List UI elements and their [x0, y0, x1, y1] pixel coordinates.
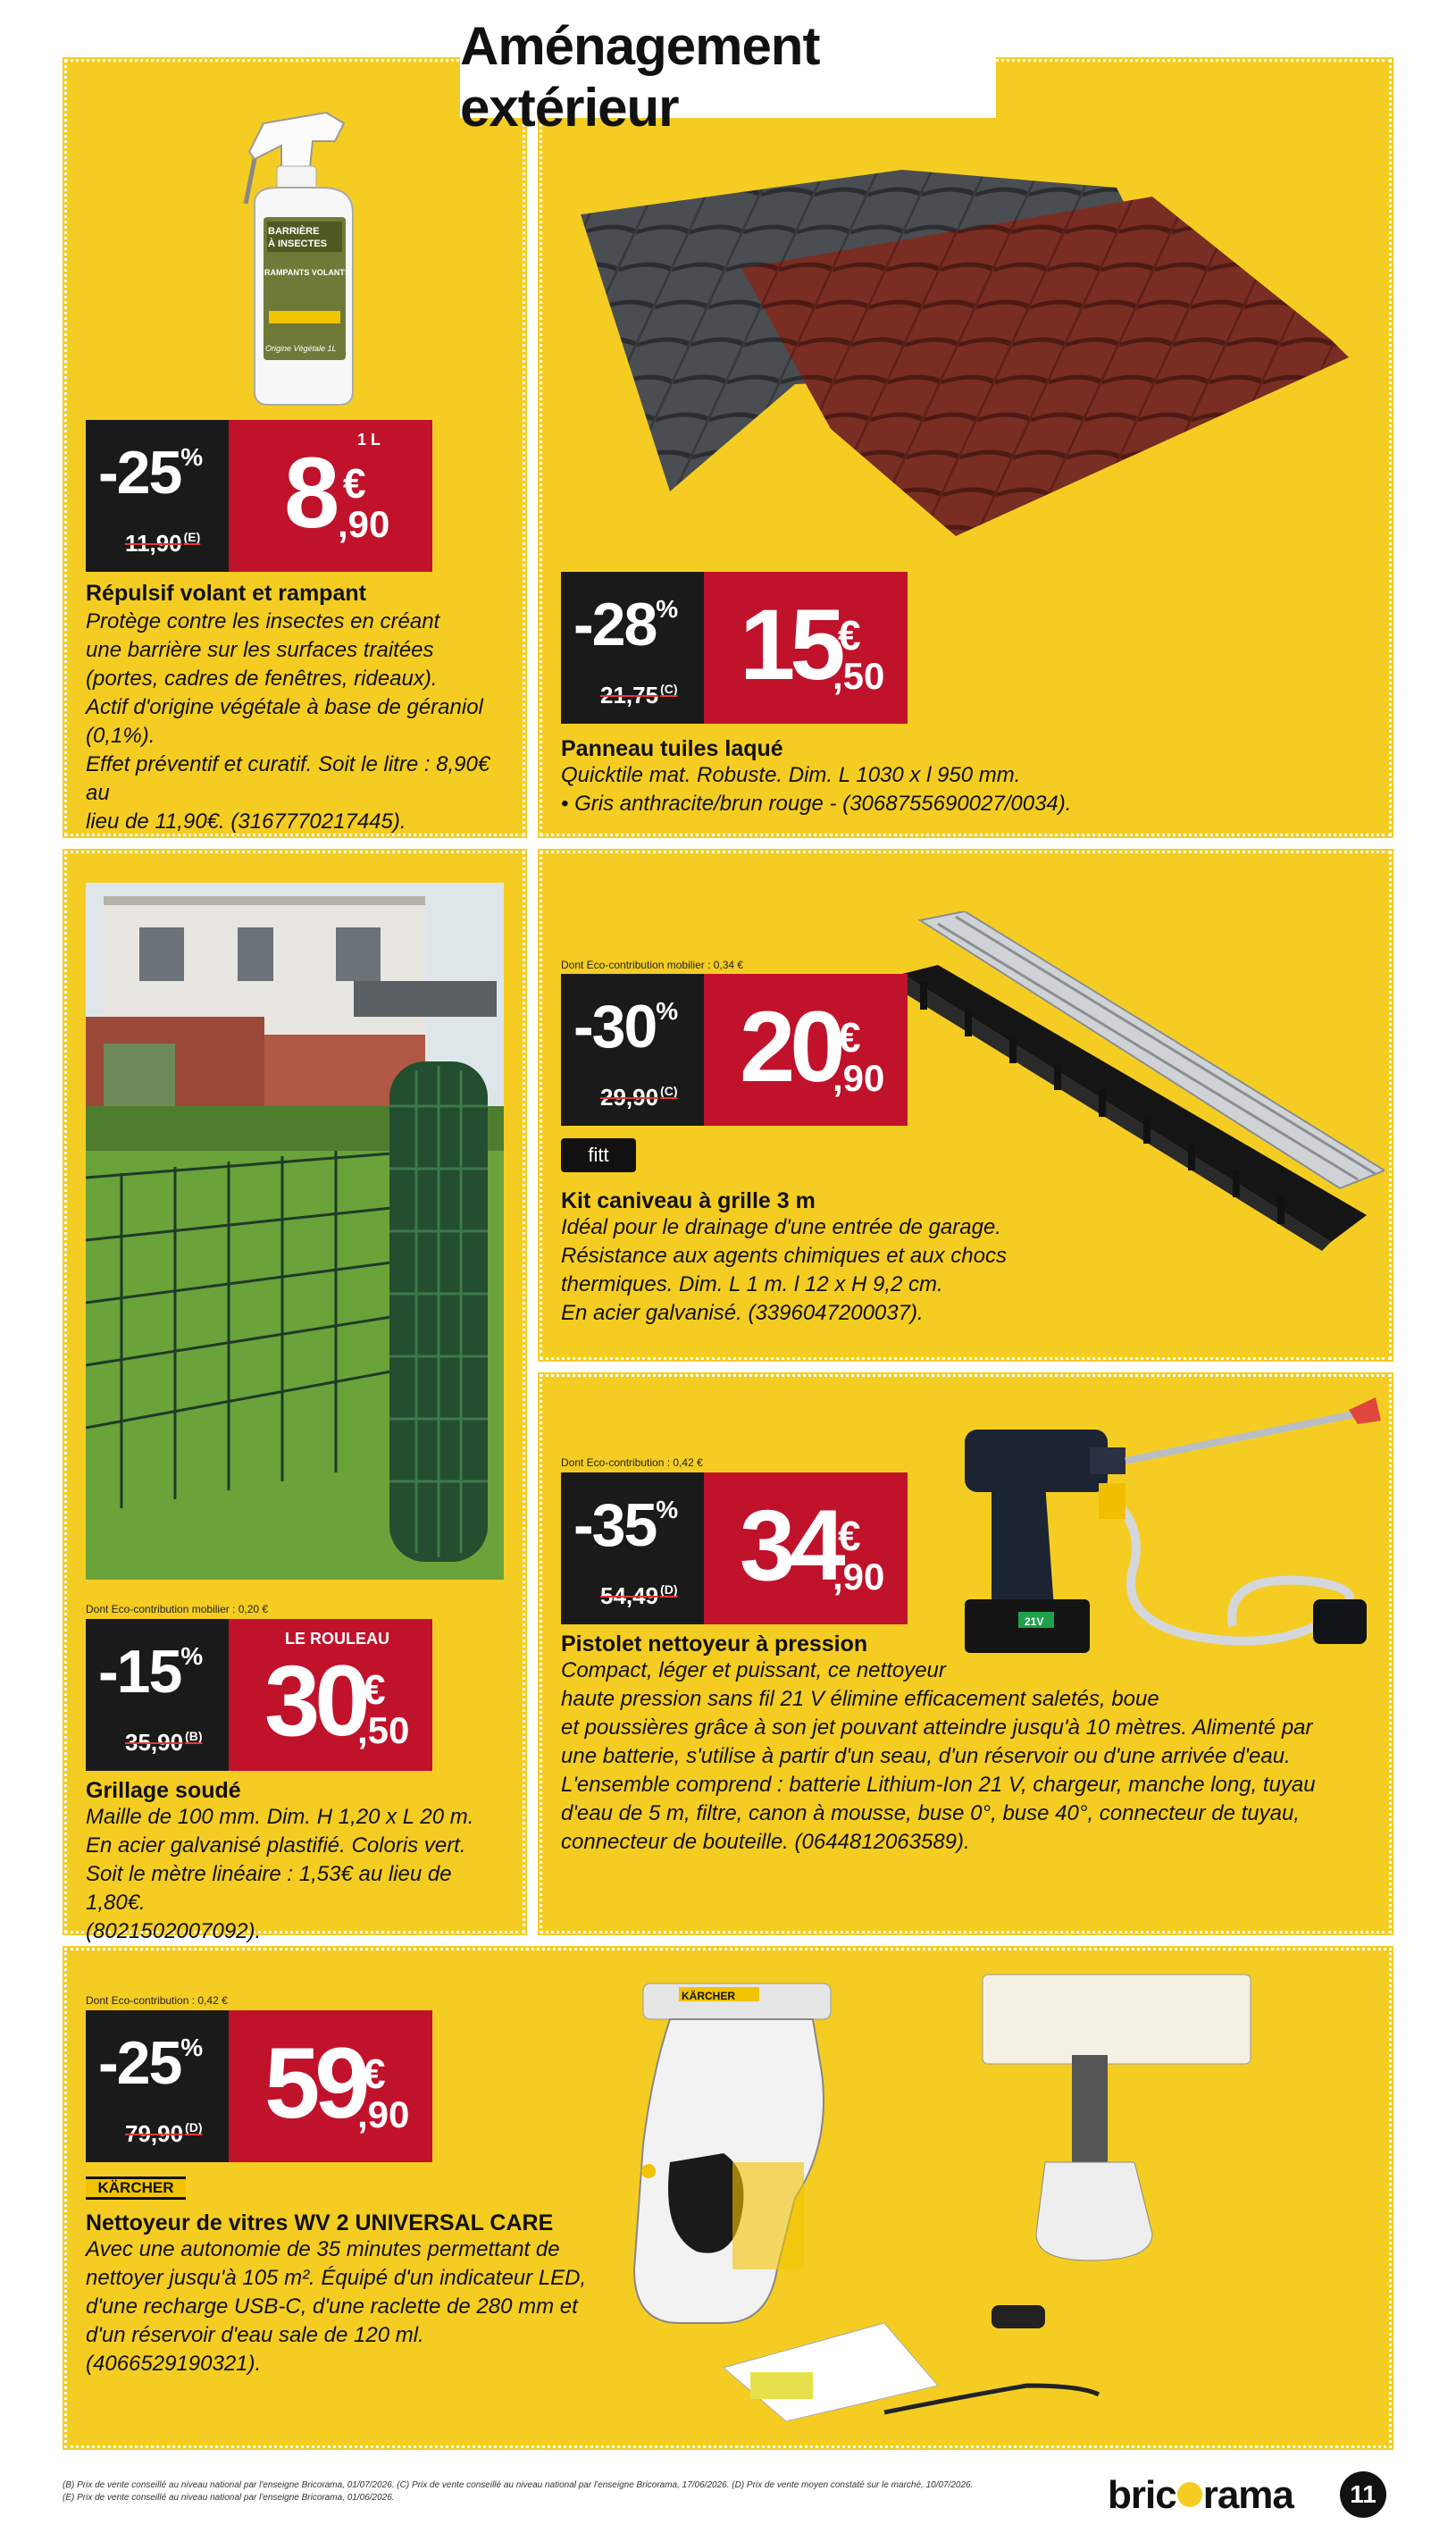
price-block: [229, 420, 432, 572]
karcher-brand-text: KÄRCHER: [97, 2179, 174, 2196]
price-currency: €: [343, 460, 366, 507]
percent-sign: %: [656, 595, 677, 623]
device-brand-label: KÄRCHER: [682, 1990, 735, 2002]
desc-line: thermiques. Dim. L 1 m. l 12 x H 9,2 cm.: [561, 1272, 943, 1296]
desc-line: une barrière sur les surfaces traitées: [86, 638, 434, 662]
desc-line: nettoyer jusqu'à 105 m². Équipé d'un indicateur LED,: [86, 2266, 587, 2290]
price-box-karcher: [86, 2010, 432, 2162]
price-block: [704, 572, 908, 724]
price-currency: €: [363, 2051, 386, 2097]
discount-value: -25: [98, 439, 181, 507]
karcher-brand-logo: [86, 2177, 186, 2200]
desc-line: Effet préventif et curatif. Soit le litre : 8,90€ au: [86, 752, 490, 805]
page-number: 11: [1340, 2471, 1386, 2518]
product-name: Nettoyeur de vitres WV 2 UNIVERSAL CARE: [86, 2210, 554, 2235]
discount-block: [86, 1619, 229, 1771]
desc-line: et poussières grâce à son jet pouvant atteindre jusqu'à 10 mètres. Alimenté par: [561, 1715, 1313, 1740]
price-cents: ,90: [833, 1556, 885, 1598]
price-euros: 8: [284, 437, 335, 549]
old-price-ref: (C): [660, 682, 678, 696]
price-cents: ,50: [833, 655, 885, 697]
price-euros: 59: [264, 2027, 365, 2139]
discount-value: -28: [573, 591, 657, 658]
price-currency: €: [838, 1014, 861, 1061]
discount-value: -35: [573, 1491, 657, 1559]
window-vacuum-image: [616, 1966, 1385, 2430]
percent-sign: %: [180, 1642, 202, 1670]
price-cents: ,50: [357, 1709, 410, 1751]
desc-line: En acier galvanisé plastifié. Coloris vert.: [86, 1833, 466, 1858]
unit-label: LE ROULEAU: [285, 1630, 389, 1648]
eco-contribution: Dont Eco-contribution mobilier : 0,34 €: [561, 959, 744, 971]
old-price-ref: (D): [660, 1582, 678, 1597]
battery-label: 21V: [1025, 1615, 1044, 1628]
percent-sign: %: [180, 2034, 202, 2061]
discount-value: -15: [98, 1638, 181, 1706]
price-cents: ,90: [338, 503, 390, 545]
desc-line: Compact, léger et puissant, ce nettoyeur: [561, 1658, 946, 1682]
price-euros: 34: [740, 1489, 841, 1601]
old-price: 29,90: [600, 1084, 659, 1111]
price-euros: 15: [740, 589, 841, 700]
product-name: Grillage soudé: [86, 1778, 241, 1803]
old-price: 21,75: [600, 682, 659, 709]
eco-contribution: Dont Eco-contribution mobilier : 0,20 €: [86, 1603, 269, 1615]
footnote-line-1: (B) Prix de vente conseillé au niveau national par l'enseigne Bricorama, 01/07/2026. (C) Prix de vente conseillé au niveau national par l'enseigne Bricorama, 17/06/2026. (D) Prix de vente moyen constaté sur le marché, 10/07/2026.: [63, 2480, 974, 2490]
unit-label: 1 L: [356, 431, 381, 449]
discount-block: [86, 2010, 229, 2162]
fence-garden-photo: [86, 883, 504, 1580]
product-name: Panneau tuiles laqué: [561, 736, 783, 761]
price-block: [704, 974, 908, 1126]
product-description: [561, 1213, 1365, 1328]
price-box-pistolet: [561, 1472, 908, 1624]
bricorama-logo-dot: [1177, 2482, 1202, 2507]
percent-sign: %: [180, 443, 202, 471]
discount-block: [561, 974, 704, 1126]
price-cents: ,90: [357, 2093, 410, 2135]
old-price: 54,49: [600, 1582, 659, 1609]
price-cents: ,90: [833, 1057, 885, 1099]
bricorama-logo-part-1: bric: [1108, 2473, 1176, 2517]
eco-contribution: Dont Eco-contribution : 0,42 €: [561, 1456, 703, 1469]
desc-line: d'un réservoir d'eau sale de 120 ml. (4066529190321).: [86, 2323, 424, 2376]
drain-channel-image: [902, 911, 1385, 1251]
desc-line: (portes, cadres de fenêtres, rideaux).: [86, 667, 438, 691]
eco-contribution: Dont Eco-contribution : 0,42 €: [86, 1994, 228, 2007]
product-name: Répulsif volant et rampant: [86, 581, 366, 606]
bottle-label-1: BARRIÈRE: [268, 226, 320, 237]
product-name: Kit caniveau à grille 3 m: [561, 1188, 816, 1213]
price-euros: 30: [264, 1645, 365, 1757]
percent-sign: %: [656, 1496, 677, 1523]
desc-line: Quicktile mat. Robuste. Dim. L 1030 x l 950 mm.: [561, 763, 1021, 787]
desc-line: (8021502007092).: [86, 1919, 262, 1943]
bricorama-logo: [1108, 2473, 1293, 2518]
product-name: Pistolet nettoyeur à pression: [561, 1631, 868, 1657]
old-price-ref: (E): [183, 530, 201, 544]
bottle-label-3: RAMPANTS VOLANTS: [264, 268, 350, 277]
desc-line: Avec une autonomie de 35 minutes permettant de: [86, 2237, 560, 2261]
product-description: [86, 2235, 604, 2378]
desc-line: d'une recharge USB-C, d'une raclette de 280 mm et: [86, 2294, 578, 2319]
price-currency: €: [838, 1513, 861, 1559]
old-price: 35,90: [125, 1729, 184, 1756]
price-block: [704, 1472, 908, 1624]
desc-line: Maille de 100 mm. Dim. H 1,20 x L 20 m.: [86, 1805, 474, 1829]
price-currency: €: [838, 612, 861, 658]
product-description: [86, 1803, 515, 1946]
desc-line: • Gris anthracite/brun rouge - (3068755690027/0034).: [561, 792, 1072, 816]
old-price: 79,90: [125, 2120, 184, 2147]
desc-line: haute pression sans fil 21 V élimine efficacement saletés, boue: [561, 1687, 1159, 1711]
price-currency: €: [363, 1666, 386, 1713]
discount-block: [561, 1472, 704, 1624]
desc-line: d'eau de 5 m, filtre, canon à mousse, buse 0°, buse 40°, connecteur de tuyau,: [561, 1801, 1300, 1825]
price-euros: 20: [740, 991, 841, 1103]
discount-value: -25: [98, 2029, 181, 2097]
price-box-repulsif: [86, 420, 432, 572]
product-description: [561, 761, 1365, 818]
old-price-ref: (D): [185, 2120, 203, 2135]
desc-line: En acier galvanisé. (3396047200037).: [561, 1301, 924, 1325]
roof-tiles-image: [563, 161, 1367, 545]
price-box-caniveau: [561, 974, 908, 1126]
desc-line: lieu de 11,90€. (3167770217445).: [86, 809, 406, 834]
product-description: [86, 608, 515, 836]
fitt-brand-text: fitt: [588, 1144, 609, 1166]
spray-bottle-image: [228, 105, 380, 409]
old-price-ref: (C): [660, 1084, 678, 1098]
desc-line: Protège contre les insectes en créant: [86, 609, 440, 633]
old-price: 11,90: [125, 530, 182, 557]
price-block: [229, 1619, 432, 1771]
discount-block: [86, 420, 229, 572]
footnote-line-2: (E) Prix de vente conseillé au niveau national par l'enseigne Bricorama, 01/06/2026.: [63, 2493, 395, 2503]
desc-line: Soit le mètre linéaire : 1,53€ au lieu de 1,80€.: [86, 1862, 452, 1915]
desc-line: Idéal pour le drainage d'une entrée de garage.: [561, 1215, 1001, 1239]
product-description: [561, 1657, 1365, 1857]
desc-line: Résistance aux agents chimiques et aux chocs: [561, 1244, 1007, 1268]
price-block: [229, 2010, 432, 2162]
price-box-grillage: [86, 1619, 432, 1771]
bottle-label-4: Origine Végétale 1L: [265, 344, 337, 353]
price-box-tuiles: [561, 572, 908, 724]
page-title-banner: [460, 16, 996, 138]
desc-line: une batterie, s'utilise à partir d'un seau, d'un réservoir ou d'une arrivée d'eau.: [561, 1744, 1291, 1768]
percent-sign: %: [656, 997, 677, 1025]
discount-block: [561, 572, 704, 724]
desc-line: Actif d'origine végétale à base de géraniol (0,1%).: [86, 695, 483, 748]
page-title: Aménagement extérieur: [460, 16, 820, 138]
bottle-label-2: À INSECTES: [268, 239, 328, 249]
old-price-ref: (B): [185, 1729, 203, 1743]
fitt-brand-logo: [561, 1138, 636, 1172]
discount-value: -30: [573, 993, 657, 1061]
desc-line: connecteur de bouteille. (0644812063589).: [561, 1830, 970, 1854]
bricorama-logo-part-2: rama: [1202, 2473, 1293, 2517]
desc-line: L'ensemble comprend : batterie Lithium-Ion 21 V, chargeur, manche long, tuyau: [561, 1773, 1316, 1797]
